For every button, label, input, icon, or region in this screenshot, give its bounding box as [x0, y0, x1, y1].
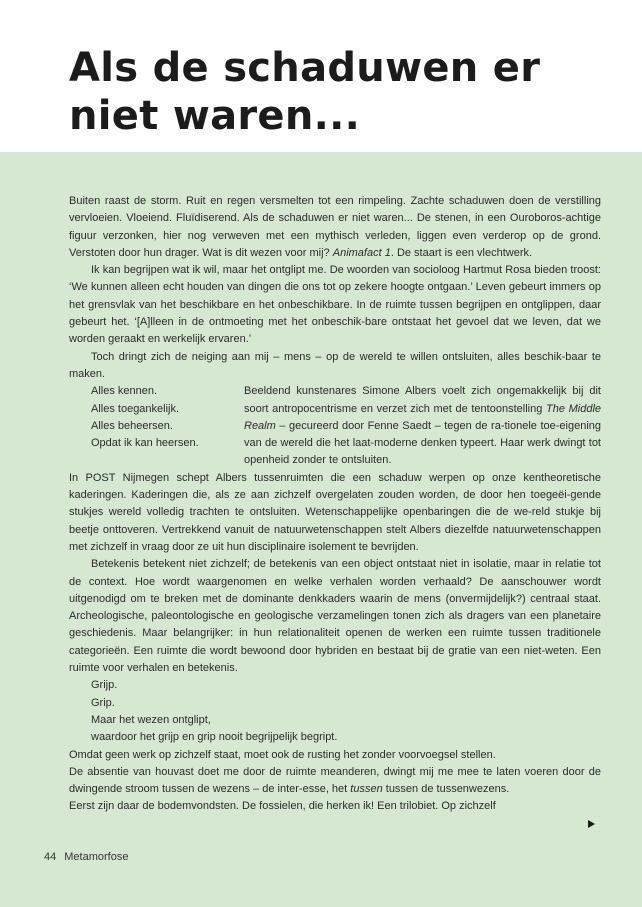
verse-2-line: Maar het wezen ontglipt,: [91, 713, 211, 726]
article-body: [69, 193, 601, 816]
verse-2: [69, 677, 601, 746]
paragraph-7-text-a: De absentie van houvast doet me door de ruimte meanderen, dwingt mij me mee te laten voeren door de dwingende stroom tussen de wezens – de inter-esse, het: [69, 765, 601, 796]
paragraph-5: Betekenis betekent niet zichzelf; de betekenis van een object ontstaat niet in isolatie, maar in relatie tot de context. Hoe wordt waargenomen en welke verhalen worden verhaald? De aanschouwer wordt uitgenodigd om te breken met de dominante denkkaders waarin de mens (onvermijdelijk?) centraal staat. Archeologische, paleontologische en geologische verzamelingen tonen zich als dragers van een planetaire geschiedenis. Maar belangrijker: in hun relationaliteit openen de werken een ruimte tussen traditionele categorieën. Een ruimte die wordt bewoond door hybriden en bestaat bij de gratie van een niet-weten. Een ruimte voor verhalen en betekenis.: [69, 558, 601, 675]
page-footer: [44, 851, 128, 863]
article-title: [69, 44, 540, 140]
side-text-b: – gecureerd door Fenne Saedt – tegen de ra-tionele toe-eigening van de wereld die het laat-moderne denken typeert. Haar werk dwingt tot openheid zonder te ontsluiten.: [244, 419, 601, 467]
page-header: [0, 0, 642, 152]
verse-2-line: Grijp.: [91, 679, 118, 692]
section-name: Metamorfose: [64, 851, 129, 863]
page-number: 44: [44, 851, 57, 863]
continue-arrow-icon: [588, 820, 595, 828]
verse-2-line: Grip.: [91, 696, 115, 709]
title-line-1: Als de schaduwen er: [69, 45, 541, 91]
verse-1-line: Alles kennen.: [91, 385, 158, 398]
tussen-emphasis: tussen: [350, 783, 383, 796]
verse-1-line: Alles beheersen.: [91, 419, 173, 432]
verse-2-line: waardoor het grijp en grip nooit begrijpelijk begript.: [91, 731, 338, 744]
paragraph-8: Eerst zijn daar de bodemvondsten. De fossielen, die herken ik! Een trilobiet. Op zichzelf: [69, 800, 496, 813]
paragraph-1: [69, 193, 601, 262]
verse-with-sidebar: [69, 383, 601, 469]
paragraph-1-text-b: . De staart is een vlechtwerk.: [390, 246, 533, 259]
paragraph-4: In POST Nijmegen schept Albers tussenruimten die een schaduw werpen op onze kentheoretische kaderingen. Kaderingen die, als ze aan zichzelf overgelaten zouden worden, de door hen toegeëi-gende stukjes wereld volledig trachten te ontsluiten. Wetenschappelijke openbaringen die de we-reld stukje bij beetje onttoveren. Vertrekkend vanuit de natuurwetenschappen stelt Albers diezelfde natuurwetenschappen met zichzelf in vraag door ze uit hun disciplinaire isolement te bevrijden.: [69, 471, 601, 553]
paragraph-7: [69, 764, 601, 799]
exhibition-title: The Middle Realm: [244, 402, 602, 432]
paragraph-2: Ik kan begrijpen wat ik wil, maar het ontglipt me. De woorden van socioloog Hartmut Rosa bieden troost: ‘We kunnen alleen echt houden van dingen die ons tot op zekere hoogte ontgaan.’ Leven gebeurt immers op het grensvlak van het beschikbare en het onbeschikbare. In de ruimte tussen begrijpen en ontglippen, daar gebeurt het. ‘[A]lleen in de ontmoeting met het onbeschik-bare ontstaat het gevoel dat we leven, dat we worden geraakt en werkelijk ervaren.’: [69, 264, 601, 346]
verse-1: [91, 383, 241, 452]
title-line-2: niet waren...: [69, 93, 361, 139]
paragraph-7-text-b: tussen de tussenwezens.: [382, 783, 510, 796]
verse-1-line: Alles toegankelijk.: [91, 402, 180, 415]
paragraph-3: Toch dringt zich de neiging aan mij – mens – op de wereld te willen ontsluiten, alles beschik-baar te maken.: [69, 350, 601, 380]
verse-1-line: Opdat ik kan heersen.: [91, 437, 199, 450]
paragraph-1-text-a: Buiten raast de storm. Ruit en regen versmelten tot een rimpeling. Zachte schaduwen doen de verstilling vervloeien. Vloeiend. Fluïdiserend. Als de schaduwen er niet waren... De stenen, in een Ouroboros-achtige figuur verzonken, hier nog verweven met een mythisch verleden, liggen even verderop op de grond. Verstoten door hun drager. Wat is dit wezen voor mij?: [69, 195, 601, 259]
side-text-a: Beeldend kunstenares Simone Albers voelt zich ongemakkelijk bij dit soort antropocentrisme en verzet zich met de tentoonstelling: [244, 385, 601, 415]
side-paragraph: [244, 383, 601, 469]
paragraph-6: Omdat geen werk op zichzelf staat, moet ook de rusting het zonder voorvoegsel stellen.: [69, 748, 496, 761]
animafact-title: Animafact 1: [332, 246, 391, 259]
